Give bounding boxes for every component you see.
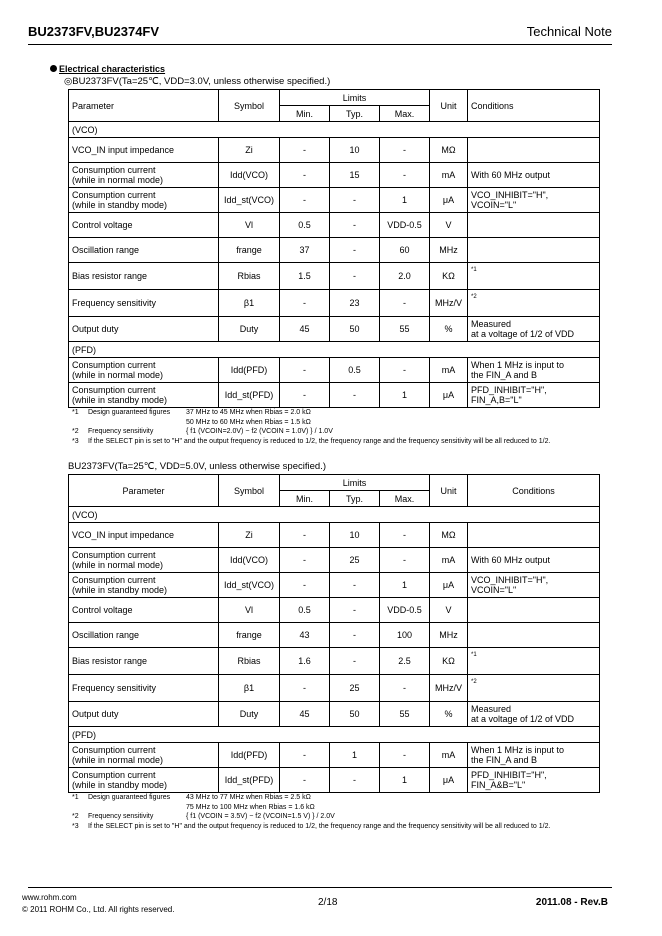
table-row — [69, 727, 600, 743]
revision: 2011.08 - Rev.B — [535, 897, 608, 908]
footnote-key: *3 — [72, 437, 79, 445]
min-cell: - — [280, 675, 330, 702]
table-row — [69, 507, 600, 523]
header-parameter: Parameter — [69, 90, 219, 122]
min-cell: - — [280, 290, 330, 317]
footnote-text: 43 MHz to 77 MHz when Rbias = 2.5 kΩ — [186, 794, 311, 801]
min-cell: 45 — [280, 317, 330, 342]
table-row — [69, 238, 600, 263]
footnote — [72, 822, 550, 832]
min-cell: 0.5 — [280, 213, 330, 238]
footnote-text: 50 MHz to 60 MHz when Rbias = 1.5 kΩ — [186, 418, 311, 426]
parameter-cell: Frequency sensitivity — [69, 675, 219, 702]
footnote — [72, 437, 550, 447]
max-cell: - — [380, 138, 430, 163]
section-row: (VCO) — [69, 507, 600, 523]
electrical-characteristics-table-5v — [68, 474, 600, 793]
table-row — [69, 358, 600, 383]
min-cell: 1.5 — [280, 263, 330, 290]
max-cell: - — [380, 290, 430, 317]
section-row: (PFD) — [69, 342, 600, 358]
table-row — [69, 548, 600, 573]
symbol-cell: β1 — [219, 290, 280, 317]
table-row — [69, 342, 600, 358]
footnote — [72, 408, 550, 418]
footnote-key — [72, 803, 88, 813]
max-cell: 2.5 — [380, 648, 430, 675]
conditions-cell: *1 — [468, 263, 600, 290]
symbol-cell: Vl — [219, 213, 280, 238]
typ-cell: - — [330, 768, 380, 793]
header-symbol: Symbol — [219, 475, 280, 507]
min-cell: - — [280, 163, 330, 188]
footnote — [72, 427, 550, 437]
header-max: Max. — [380, 106, 430, 122]
table-row — [69, 573, 600, 598]
table-row — [69, 383, 600, 408]
footnote-key: *1 — [72, 794, 79, 801]
footnote-key: *2 — [72, 428, 79, 435]
header-parameter: Parameter — [69, 475, 219, 507]
conditions-cell — [468, 623, 600, 648]
section-row: (PFD) — [69, 727, 600, 743]
max-cell: 1 — [380, 768, 430, 793]
symbol-cell: Idd_st(PFD) — [219, 768, 280, 793]
unit-cell: mA — [430, 358, 468, 383]
parameter-cell: VCO_IN input impedance — [69, 138, 219, 163]
section-row: (VCO) — [69, 122, 600, 138]
table-row — [69, 648, 600, 675]
symbol-cell: Duty — [219, 317, 280, 342]
footnote-text: 37 MHz to 45 MHz when Rbias = 2.0 kΩ — [186, 409, 311, 416]
header-conditions: Conditions — [468, 90, 600, 122]
footnote-label: Design guaranteed figures — [88, 794, 171, 801]
footnote-text: If the SELECT pin is set to "H" and the output frequency is reduced to 1/2, the frequency range and the frequency sensitivity will be all reduced to 1/2. — [88, 437, 551, 445]
table-row — [69, 702, 600, 727]
header-max: Max. — [380, 491, 430, 507]
max-cell: - — [380, 163, 430, 188]
typ-cell: 15 — [330, 163, 380, 188]
min-cell: - — [280, 768, 330, 793]
footer-copyright: © 2011 ROHM Co., Ltd. All rights reserved. — [22, 905, 175, 914]
electrical-characteristics-table-3v — [68, 89, 600, 408]
min-cell: - — [280, 743, 330, 768]
conditions-cell: When 1 MHz is input to the FIN_A and B — [468, 358, 600, 383]
table-row — [69, 768, 600, 793]
symbol-cell: Idd_st(PFD) — [219, 383, 280, 408]
table-row — [69, 675, 600, 702]
symbol-cell: Duty — [219, 702, 280, 727]
min-cell: - — [280, 548, 330, 573]
section-title: Electrical characteristics — [59, 64, 166, 74]
document-type: Technical Note — [526, 24, 612, 39]
symbol-cell: Idd_st(VCO) — [219, 188, 280, 213]
header-typ: Typ. — [330, 491, 380, 507]
conditions-cell: *2 — [468, 675, 600, 702]
table-row — [69, 122, 600, 138]
symbol-cell: Zi — [219, 523, 280, 548]
max-cell: 1 — [380, 573, 430, 598]
max-cell: - — [380, 358, 430, 383]
typ-cell: 10 — [330, 138, 380, 163]
parameter-cell: Consumption current (while in normal mode) — [69, 163, 219, 188]
footnote-key: *3 — [72, 822, 79, 830]
unit-cell: μA — [430, 768, 468, 793]
typ-cell: 0.5 — [330, 358, 380, 383]
footer-url[interactable]: www.rohm.com — [22, 893, 77, 902]
parameter-cell: VCO_IN input impedance — [69, 523, 219, 548]
table-row — [69, 188, 600, 213]
unit-cell: μA — [430, 573, 468, 598]
footnote — [72, 803, 550, 813]
table1-caption: ◎BU2373FV(Ta=25℃, VDD=3.0V, unless otherwise specified.) — [64, 76, 331, 87]
conditions-cell — [468, 238, 600, 263]
bullet-icon — [50, 65, 57, 72]
parameter-cell: Oscillation range — [69, 238, 219, 263]
typ-cell: - — [330, 383, 380, 408]
parameter-cell: Consumption current (while in standby mode) — [69, 188, 219, 213]
typ-cell: 25 — [330, 675, 380, 702]
footer-rule — [28, 887, 612, 888]
min-cell: - — [280, 358, 330, 383]
parameter-cell: Consumption current (while in normal mode) — [69, 743, 219, 768]
footnote — [72, 793, 550, 803]
unit-cell: MΩ — [430, 523, 468, 548]
symbol-cell: Zi — [219, 138, 280, 163]
conditions-cell: VCO_INHIBIT="H", VCOIN="L" — [468, 188, 600, 213]
unit-cell: mA — [430, 163, 468, 188]
unit-cell: MHz/V — [430, 290, 468, 317]
max-cell: 100 — [380, 623, 430, 648]
footnote-label — [88, 418, 186, 428]
parameter-cell: Bias resistor range — [69, 648, 219, 675]
symbol-cell: Idd(VCO) — [219, 548, 280, 573]
footnote-label: Design guaranteed figures — [88, 409, 171, 416]
symbol-cell: Rbias — [219, 648, 280, 675]
parameter-cell: Consumption current (while in standby mode) — [69, 573, 219, 598]
min-cell: 1.6 — [280, 648, 330, 675]
max-cell: 1 — [380, 383, 430, 408]
min-cell: 37 — [280, 238, 330, 263]
table-row — [69, 523, 600, 548]
min-cell: - — [280, 188, 330, 213]
footnote-text: { f1 (VCOIN = 3.5V) − f2 (VCOIN=1.5 V) } / 2.0V — [186, 813, 335, 820]
conditions-cell: PFD_INHIBIT="H", FIN_A,B="L" — [468, 383, 600, 408]
footnote — [72, 418, 550, 428]
conditions-cell: With 60 MHz output — [468, 163, 600, 188]
footnote-key: *2 — [72, 813, 79, 820]
symbol-cell: Idd(VCO) — [219, 163, 280, 188]
parameter-cell: Consumption current (while in normal mode) — [69, 358, 219, 383]
footnote-text: { f1 (VCOIN=2.0V) − f2 (VCOIN = 1.0V) } / 1.0V — [186, 428, 333, 435]
header-typ: Typ. — [330, 106, 380, 122]
footnote — [72, 812, 550, 822]
typ-cell: - — [330, 598, 380, 623]
unit-cell: V — [430, 213, 468, 238]
typ-cell: - — [330, 263, 380, 290]
conditions-cell — [468, 598, 600, 623]
min-cell: - — [280, 523, 330, 548]
min-cell: - — [280, 573, 330, 598]
unit-cell: mA — [430, 743, 468, 768]
unit-cell: μA — [430, 383, 468, 408]
header-unit: Unit — [430, 475, 468, 507]
unit-cell: % — [430, 702, 468, 727]
table-row — [69, 163, 600, 188]
unit-cell: MHz — [430, 623, 468, 648]
unit-cell: MHz/V — [430, 675, 468, 702]
unit-cell: MHz — [430, 238, 468, 263]
typ-cell: 1 — [330, 743, 380, 768]
header-min: Min. — [280, 491, 330, 507]
unit-cell: MΩ — [430, 138, 468, 163]
symbol-cell: Idd_st(VCO) — [219, 573, 280, 598]
table-row — [69, 317, 600, 342]
typ-cell: - — [330, 238, 380, 263]
min-cell: - — [280, 383, 330, 408]
max-cell: VDD-0.5 — [380, 598, 430, 623]
typ-cell: 50 — [330, 702, 380, 727]
symbol-cell: Rbias — [219, 263, 280, 290]
parameter-cell: Oscillation range — [69, 623, 219, 648]
footnote-label: Frequency sensitivity — [88, 813, 154, 820]
conditions-cell: PFD_INHIBIT="H", FIN_A&B="L" — [468, 768, 600, 793]
document-title: BU2373FV,BU2374FV — [28, 24, 160, 39]
unit-cell: μA — [430, 188, 468, 213]
parameter-cell: Frequency sensitivity — [69, 290, 219, 317]
symbol-cell: Idd(PFD) — [219, 743, 280, 768]
header-unit: Unit — [430, 90, 468, 122]
conditions-cell — [468, 213, 600, 238]
table2-notes — [72, 793, 550, 831]
page-number: 2/18 — [318, 897, 338, 908]
max-cell: 2.0 — [380, 263, 430, 290]
table2-caption: BU2373FV(Ta=25℃, VDD=5.0V, unless otherwise specified.) — [68, 461, 326, 472]
section-heading — [50, 64, 165, 74]
unit-cell: KΩ — [430, 648, 468, 675]
max-cell: - — [380, 675, 430, 702]
typ-cell: - — [330, 188, 380, 213]
max-cell: 1 — [380, 188, 430, 213]
unit-cell: KΩ — [430, 263, 468, 290]
table-row — [69, 743, 600, 768]
unit-cell: V — [430, 598, 468, 623]
symbol-cell: β1 — [219, 675, 280, 702]
typ-cell: - — [330, 213, 380, 238]
parameter-cell: Output duty — [69, 702, 219, 727]
typ-cell: 23 — [330, 290, 380, 317]
conditions-cell: Measured at a voltage of 1/2 of VDD — [468, 702, 600, 727]
max-cell: 55 — [380, 317, 430, 342]
conditions-cell: VCO_INHIBIT="H", VCOIN="L" — [468, 573, 600, 598]
conditions-cell: When 1 MHz is input to the FIN_A and B — [468, 743, 600, 768]
symbol-cell: frange — [219, 238, 280, 263]
conditions-cell — [468, 138, 600, 163]
footnote-text: If the SELECT pin is set to "H" and the output frequency is reduced to 1/2, the frequency range and the frequency sensitivity will be all reduced to 1/2. — [88, 822, 551, 830]
header-conditions: Conditions — [468, 475, 600, 507]
table1-notes — [72, 408, 550, 446]
parameter-cell: Consumption current (while in standby mode) — [69, 383, 219, 408]
typ-cell: - — [330, 623, 380, 648]
parameter-cell: Bias resistor range — [69, 263, 219, 290]
parameter-cell: Control voltage — [69, 213, 219, 238]
min-cell: 45 — [280, 702, 330, 727]
min-cell: 0.5 — [280, 598, 330, 623]
typ-cell: 50 — [330, 317, 380, 342]
min-cell: 43 — [280, 623, 330, 648]
table-row — [69, 213, 600, 238]
parameter-cell: Consumption current (while in normal mode) — [69, 548, 219, 573]
parameter-cell: Consumption current (while in standby mode) — [69, 768, 219, 793]
footnote-label: Frequency sensitivity — [88, 428, 154, 435]
footnote-text: 75 MHz to 100 MHz when Rbias = 1.6 kΩ — [186, 803, 315, 811]
conditions-cell: Measured at a voltage of 1/2 of VDD — [468, 317, 600, 342]
max-cell: 60 — [380, 238, 430, 263]
table-row — [69, 623, 600, 648]
table-row — [69, 598, 600, 623]
typ-cell: 10 — [330, 523, 380, 548]
symbol-cell: frange — [219, 623, 280, 648]
symbol-cell: Vl — [219, 598, 280, 623]
header-limits: Limits — [280, 475, 430, 491]
typ-cell: - — [330, 648, 380, 675]
header-symbol: Symbol — [219, 90, 280, 122]
unit-cell: mA — [430, 548, 468, 573]
page-header — [28, 24, 612, 45]
unit-cell: % — [430, 317, 468, 342]
conditions-cell — [468, 523, 600, 548]
parameter-cell: Output duty — [69, 317, 219, 342]
conditions-cell: *2 — [468, 290, 600, 317]
parameter-cell: Control voltage — [69, 598, 219, 623]
max-cell: VDD-0.5 — [380, 213, 430, 238]
max-cell: - — [380, 548, 430, 573]
conditions-cell: *1 — [468, 648, 600, 675]
table-row — [69, 263, 600, 290]
footnote-label — [88, 803, 186, 813]
footnote-key — [72, 418, 88, 428]
max-cell: - — [380, 743, 430, 768]
footnote-key: *1 — [72, 409, 79, 416]
symbol-cell: Idd(PFD) — [219, 358, 280, 383]
header-limits: Limits — [280, 90, 430, 106]
typ-cell: 25 — [330, 548, 380, 573]
header-min: Min. — [280, 106, 330, 122]
table-row — [69, 138, 600, 163]
table-row — [69, 290, 600, 317]
max-cell: 55 — [380, 702, 430, 727]
typ-cell: - — [330, 573, 380, 598]
max-cell: - — [380, 523, 430, 548]
min-cell: - — [280, 138, 330, 163]
conditions-cell: With 60 MHz output — [468, 548, 600, 573]
